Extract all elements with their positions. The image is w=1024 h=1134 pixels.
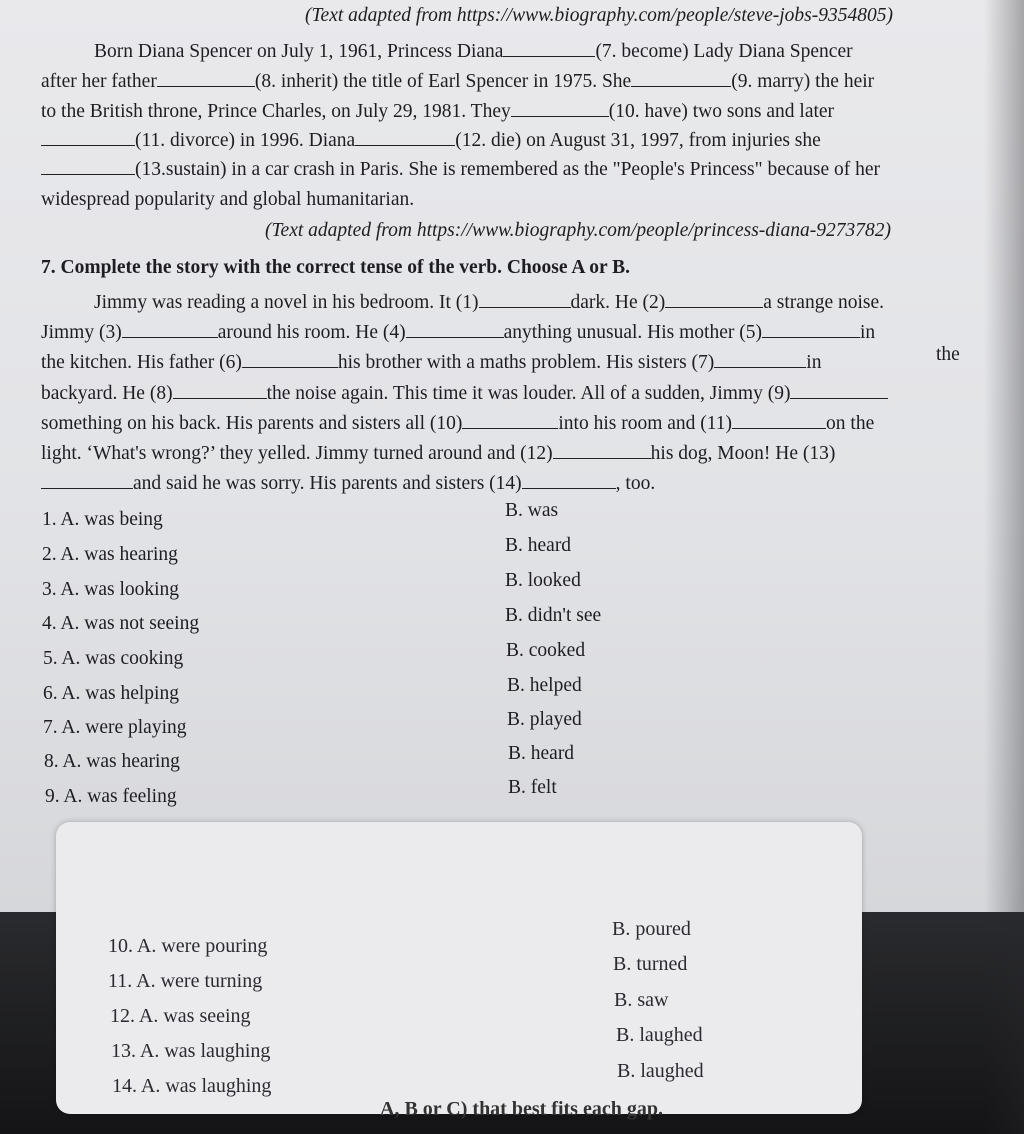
- diana-text: after her father: [41, 71, 157, 92]
- story-text: something on his back. His parents and sisters all (10): [41, 413, 463, 434]
- story-gap-5[interactable]: [762, 321, 860, 338]
- story-text: light. ‘What's wrong?’ they yelled. Jimmy turned around and (12): [41, 443, 553, 464]
- story-line-3: [41, 351, 821, 375]
- option-11a[interactable]: 11. A. were turning: [108, 970, 263, 992]
- option-9b[interactable]: B. felt: [508, 777, 557, 798]
- story-text: Jimmy was reading a novel in his bedroom. It (1): [94, 292, 479, 313]
- source-citation-2: (Text adapted from https://www.biography.com/people/princess-diana-9273782): [265, 220, 891, 241]
- story-gap-9[interactable]: [790, 382, 888, 399]
- story-text: his brother with a maths problem. His sisters (7): [337, 352, 715, 373]
- option-8b[interactable]: B. heard: [508, 743, 575, 764]
- page-shadow-edge: [984, 0, 1024, 1134]
- option-7a[interactable]: 7. A. were playing: [43, 717, 187, 738]
- story-text: his dog, Moon! He (13): [650, 443, 836, 464]
- diana-text: (12. die) on August 31, 1997, from injuries she: [455, 130, 821, 151]
- story-gap-3[interactable]: [122, 321, 218, 338]
- story-gap-1[interactable]: [479, 291, 571, 308]
- story-gap-14[interactable]: [522, 472, 616, 489]
- story-text: around his room. He (4): [217, 322, 406, 343]
- story-gap-2[interactable]: [665, 291, 763, 308]
- story-text: dark. He (2): [570, 292, 666, 313]
- story-gap-10[interactable]: [462, 412, 558, 429]
- diana-text: (8. inherit) the title of Earl Spencer in 1975. She: [254, 71, 632, 92]
- gap-13[interactable]: [41, 158, 135, 175]
- diana-line-5: [41, 158, 880, 182]
- story-gap-12[interactable]: [553, 442, 651, 459]
- gap-10[interactable]: [511, 100, 609, 117]
- story-text: in: [806, 352, 822, 373]
- story-text: anything unusual. His mother (5): [503, 322, 762, 343]
- option-3a[interactable]: 3. A. was looking: [42, 579, 180, 600]
- option-13b[interactable]: B. laughed: [616, 1024, 703, 1046]
- story-text: Jimmy (3): [41, 322, 122, 343]
- gap-8[interactable]: [157, 70, 255, 87]
- story-gap-13[interactable]: [41, 472, 133, 489]
- option-1a[interactable]: 1. A. was being: [42, 509, 163, 530]
- story-line-4: [41, 382, 888, 406]
- option-4b[interactable]: B. didn't see: [505, 605, 602, 626]
- option-5a[interactable]: 5. A. was cooking: [43, 648, 184, 669]
- story-line-7: [41, 472, 655, 496]
- diana-text: (7. become) Lady Diana Spencer: [595, 41, 853, 62]
- story-text: into his room and (11): [558, 413, 733, 434]
- option-6a[interactable]: 6. A. was helping: [43, 683, 179, 704]
- diana-text: to the British throne, Prince Charles, on July 29, 1981. They: [41, 101, 511, 122]
- story-text: in: [859, 322, 876, 343]
- story-line-5: [41, 412, 874, 436]
- source-citation-1: (Text adapted from https://www.biography.com/people/steve-jobs-9354805): [305, 5, 894, 26]
- option-6b[interactable]: B. helped: [507, 675, 582, 696]
- option-4a[interactable]: 4. A. was not seeing: [42, 613, 200, 634]
- story-text: and said he was sorry. His parents and sisters (14): [133, 473, 522, 494]
- story-line-1: [94, 291, 884, 315]
- option-9a[interactable]: 9. A. was feeling: [45, 786, 177, 807]
- option-13a[interactable]: 13. A. was laughing: [111, 1040, 271, 1062]
- option-14a[interactable]: 14. A. was laughing: [112, 1075, 272, 1097]
- gap-9[interactable]: [631, 70, 731, 87]
- exercise-title: 7. Complete the story with the correct tense of the verb. Choose A or B.: [41, 257, 631, 278]
- option-2a[interactable]: 2. A. was hearing: [42, 544, 178, 565]
- story-text-the: the: [936, 344, 960, 365]
- gap-11[interactable]: [41, 129, 135, 146]
- diana-text: (11. divorce) in 1996. Diana: [135, 130, 356, 151]
- diana-line-3: [41, 100, 834, 124]
- story-gap-8[interactable]: [173, 382, 267, 399]
- diana-line-1: [94, 40, 853, 64]
- gap-7[interactable]: [503, 40, 595, 57]
- option-3b[interactable]: B. looked: [505, 570, 581, 591]
- option-5b[interactable]: B. cooked: [506, 640, 586, 661]
- option-12a[interactable]: 12. A. was seeing: [110, 1005, 251, 1027]
- diana-text: (13.sustain) in a car crash in Paris. She is remembered as the "People's Princess" because of her: [135, 159, 881, 180]
- story-gap-4[interactable]: [406, 321, 504, 338]
- story-text: backyard. He (8): [41, 383, 173, 404]
- story-text: , too.: [615, 473, 656, 494]
- option-10b[interactable]: B. poured: [612, 918, 691, 940]
- diana-text: Born Diana Spencer on July 1, 1961, Princess Diana: [94, 41, 504, 62]
- option-14b[interactable]: B. laughed: [617, 1060, 704, 1082]
- story-line-2: [41, 321, 875, 345]
- diana-line-2: [41, 70, 874, 94]
- story-gap-7[interactable]: [714, 351, 806, 368]
- option-2b[interactable]: B. heard: [505, 535, 572, 556]
- story-line-6: [41, 442, 835, 466]
- option-1b[interactable]: B. was: [505, 500, 559, 521]
- diana-text: (10. have) two sons and later: [608, 101, 835, 122]
- story-text: on the: [826, 413, 875, 434]
- story-text: the kitchen. His father (6): [41, 352, 242, 373]
- cut-off-instruction: A, B or C) that best fits each gap.: [380, 1098, 663, 1120]
- option-12b[interactable]: B. saw: [614, 989, 669, 1011]
- gap-12[interactable]: [355, 129, 455, 146]
- diana-line-4: [41, 129, 821, 153]
- story-text: the noise again. This time it was louder. All of a sudden, Jimmy (9): [266, 383, 791, 404]
- overlay-card: [56, 822, 862, 1114]
- story-text: a strange noise.: [763, 292, 885, 313]
- option-11b[interactable]: B. turned: [613, 953, 688, 975]
- diana-text: (9. marry) the heir: [731, 71, 875, 92]
- option-8a[interactable]: 8. A. was hearing: [44, 751, 180, 772]
- option-7b[interactable]: B. played: [507, 709, 582, 730]
- diana-line-6: widespread popularity and global humanitarian.: [41, 189, 415, 210]
- option-10a[interactable]: 10. A. were pouring: [108, 935, 268, 957]
- story-gap-11[interactable]: [732, 412, 826, 429]
- story-gap-6[interactable]: [242, 351, 338, 368]
